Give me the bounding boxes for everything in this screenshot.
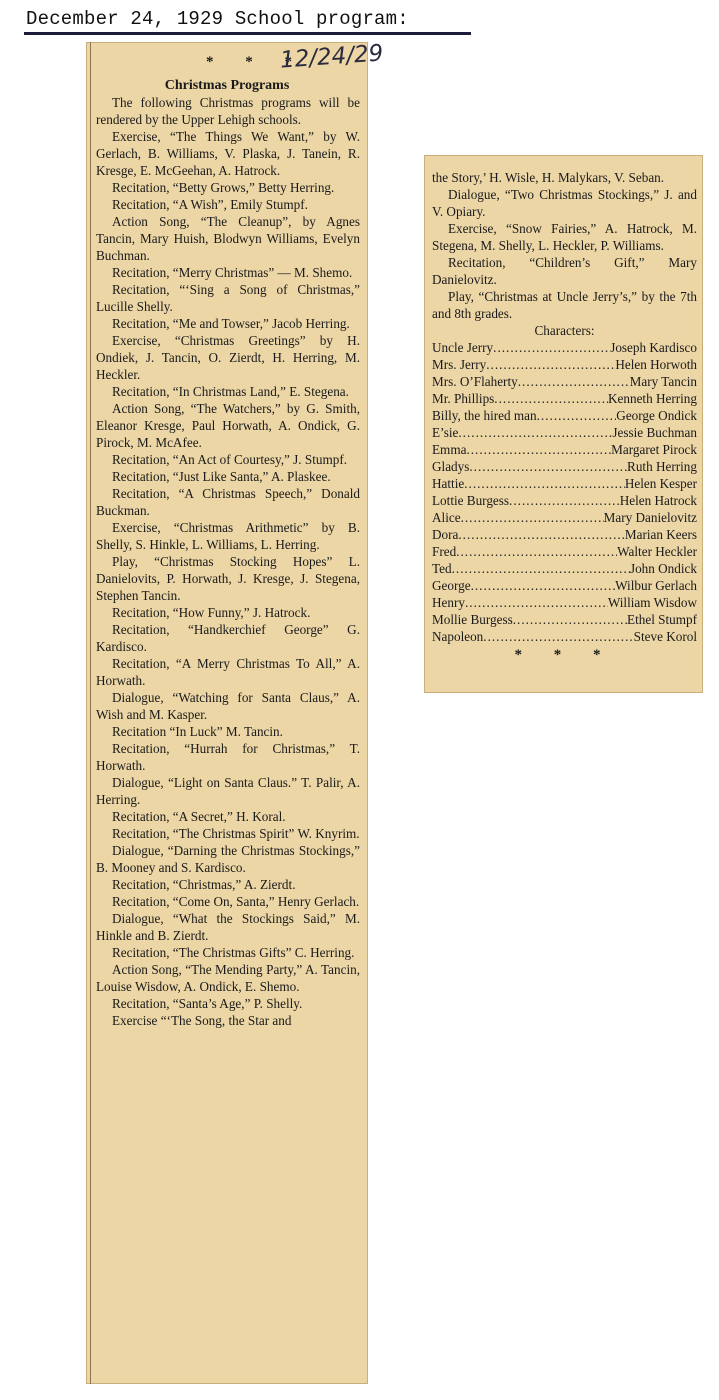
character-role: Ted (432, 561, 452, 576)
character-role: Mr. Phillips (432, 391, 495, 406)
character-actor: Jessie Buchman (612, 425, 697, 440)
character-actor: Mary Tancin (629, 374, 697, 389)
cast-row (432, 458, 697, 475)
program-item: Exercise, “Christmas Greetings” by H. Ondiek, J. Tancin, O. Zierdt, H. Herring, M. Heckler. (96, 333, 360, 382)
character-role: Billy, the hired man (432, 408, 537, 423)
program-item: Action Song, “The Cleanup”, by Agnes Tancin, Mary Huish, Blodwyn Williams, Evelyn Buchman. (96, 214, 360, 263)
leader-dots (509, 492, 620, 509)
character-role: Uncle Jerry (432, 340, 494, 355)
leader-dots (461, 509, 604, 526)
leader-dots (466, 441, 611, 458)
program-item: Exercise, “Christmas Arithmetic” by B. Shelly, S. Hinkle, L. Williams, L. Herring. (96, 520, 360, 552)
cast-row (432, 628, 697, 645)
article-column-left (96, 94, 360, 1029)
program-item: Action Song, “The Watchers,” by G. Smith, Eleanor Kresge, Paul Horwath, A. Ondick, G. Pirock, M. McAfee. (96, 401, 360, 450)
character-role: Gladys (432, 459, 470, 474)
cast-row (432, 577, 697, 594)
leader-dots (537, 407, 617, 424)
cast-row (432, 475, 697, 492)
character-role: Hattie (432, 476, 465, 491)
handwritten-date: 12/24/29 (279, 40, 385, 74)
program-item: Recitation, “Santa’s Age,” P. Shelly. (112, 996, 303, 1011)
ornament-stars: * * * (206, 54, 306, 70)
program-item: Recitation, “How Funny,” J. Hatrock. (112, 605, 311, 620)
cast-row (432, 441, 697, 458)
cast-row (432, 543, 697, 560)
program-item: Recitation, “A Secret,” H. Koral. (112, 809, 286, 824)
program-item: Action Song, “The Mending Party,” A. Tancin, Louise Wisdow, A. Ondick, E. Shemo. (96, 962, 360, 994)
character-role: Mollie Burgess (432, 612, 513, 627)
title-underline (24, 32, 471, 35)
program-item: Recitation, “Handkerchief George” G. Kardisco. (96, 622, 360, 654)
character-role: Henry (432, 595, 465, 610)
newspaper-clipping-left (86, 40, 385, 1384)
program-item: Dialogue, “Light on Santa Claus.” T. Palir, A. Herring. (96, 775, 360, 807)
program-item: Recitation “In Luck” M. Tancin. (112, 724, 283, 739)
cast-row (432, 594, 697, 611)
leader-dots (483, 628, 633, 645)
cast-row (432, 611, 697, 628)
program-item: Recitation, “Just Like Santa,” A. Plaskee. (112, 469, 331, 484)
program-item: Recitation, “A Wish”, Emily Stumpf. (112, 197, 308, 212)
leader-dots (513, 611, 627, 628)
character-role: Emma (432, 442, 467, 457)
cast-row (432, 526, 697, 543)
leader-dots (458, 526, 624, 543)
program-item: Recitation, “‘Sing a Song of Christmas,” Lucille Shelly. (96, 282, 360, 314)
program-item: The following Christmas programs will be rendered by the Upper Lehigh schools. (96, 95, 360, 127)
program-item: Play, “Christmas Stocking Hopes” L. Danielovits, P. Horwath, J. Kresge, J. Stegena, Stephen Tancin. (96, 554, 360, 603)
leader-dots (456, 543, 617, 560)
program-item: Dialogue, “Watching for Santa Claus,” A. Wish and M. Kasper. (96, 690, 360, 722)
program-item: the Story,’ H. Wisle, H. Malykars, V. Seban. (432, 170, 665, 185)
leader-dots (458, 424, 612, 441)
character-actor: Margaret Pirock (611, 442, 697, 457)
character-actor: Walter Heckler (617, 544, 697, 559)
character-actor: Wilbur Gerlach (615, 578, 697, 593)
leader-dots (469, 458, 627, 475)
cast-row (432, 492, 697, 509)
clipping-edge-line (90, 42, 91, 1384)
cast-row (432, 373, 697, 390)
program-item: Exercise, “The Things We Want,” by W. Gerlach, B. Williams, V. Plaska, J. Tanein, R. Kresge, E. McGeehan, A. Hatrock. (96, 129, 360, 178)
newspaper-clipping-right (424, 155, 703, 693)
cast-row (432, 390, 697, 407)
character-actor: Helen Horwoth (615, 357, 697, 372)
character-role: Dora (432, 527, 459, 542)
character-role: Fred (432, 544, 457, 559)
program-item: Recitation, “Betty Grows,” Betty Herring. (112, 180, 335, 195)
program-item: Recitation, “A Christmas Speech,” Donald Buckman. (96, 486, 360, 518)
leader-dots (471, 577, 616, 594)
character-actor: Mary Danielovitz (603, 510, 697, 525)
cast-row (432, 407, 697, 424)
character-actor: George Ondick (616, 408, 697, 423)
character-actor: Ethel Stumpf (627, 612, 697, 627)
leader-dots (486, 356, 615, 373)
character-role: Mrs. O’Flaherty (432, 374, 518, 389)
program-item: Recitation, “The Christmas Spirit” W. Knyrim. (112, 826, 360, 841)
program-item: Recitation, “Hurrah for Christmas,” T. Horwath. (96, 741, 360, 773)
character-actor: Kenneth Herring (608, 391, 697, 406)
program-item: Recitation, “Me and Towser,” Jacob Herring. (112, 316, 350, 331)
leader-dots (452, 560, 630, 577)
program-item: Play, “Christmas at Uncle Jerry’s,” by the 7th and 8th grades. (432, 289, 697, 321)
character-actor: Helen Hatrock (619, 493, 697, 508)
program-item: Recitation, “Merry Christmas” — M. Shemo. (112, 265, 353, 280)
ornament-stars: * * * (514, 647, 615, 663)
program-item: Dialogue, “Darning the Christmas Stockings,” B. Mooney and S. Kardisco. (96, 843, 360, 875)
character-role: Napoleon (432, 629, 484, 644)
leader-dots (494, 390, 608, 407)
character-actor: Helen Kesper (624, 476, 697, 491)
program-item: Exercise “‘The Song, the Star and (112, 1013, 292, 1028)
character-actor: John Ondick (629, 561, 697, 576)
page-title: December 24, 1929 School program: (26, 8, 409, 30)
character-role: Alice (432, 510, 461, 525)
program-item: Dialogue, “What the Stockings Said,” M. Hinkle and B. Zierdt. (96, 911, 360, 943)
cast-row (432, 424, 697, 441)
program-item: Recitation, “A Merry Christmas To All,” A. Horwath. (96, 656, 360, 688)
cast-row (432, 509, 697, 526)
clipping-headline: Christmas Programs (164, 78, 290, 93)
leader-dots (464, 475, 625, 492)
cast-row (432, 560, 697, 577)
characters-heading: Characters: (534, 323, 595, 338)
character-role: Mrs. Jerry (432, 357, 487, 372)
character-actor: Ruth Herring (627, 459, 697, 474)
character-actor: Joseph Kardisco (610, 340, 697, 355)
leader-dots (465, 594, 608, 611)
cast-row (432, 356, 697, 373)
leader-dots (493, 339, 610, 356)
program-item: Recitation, “Children’s Gift,” Mary Danielovitz. (432, 255, 697, 287)
program-item: Recitation, “Christmas,” A. Zierdt. (112, 877, 296, 892)
cast-row (432, 339, 697, 356)
character-actor: Steve Korol (633, 629, 697, 644)
cast-list (432, 339, 697, 645)
character-role: Lottie Burgess (432, 493, 510, 508)
character-role: George (432, 578, 471, 593)
character-role: E’sie (432, 425, 459, 440)
leader-dots (518, 373, 630, 390)
program-item: Recitation, “The Christmas Gifts” C. Herring. (112, 945, 355, 960)
article-column-right (432, 169, 697, 664)
program-item: Recitation, “In Christmas Land,” E. Stegena. (112, 384, 349, 399)
program-item: Recitation, “Come On, Santa,” Henry Gerlach. (112, 894, 360, 909)
character-actor: Marian Keers (624, 527, 697, 542)
program-item: Recitation, “An Act of Courtesy,” J. Stumpf. (112, 452, 348, 467)
character-actor: William Wisdow (607, 595, 697, 610)
program-item: Dialogue, “Two Christmas Stockings,” J. and V. Opiary. (432, 187, 697, 219)
program-item: Exercise, “Snow Fairies,” A. Hatrock, M. Stegena, M. Shelly, L. Heckler, P. Williams. (432, 221, 697, 253)
